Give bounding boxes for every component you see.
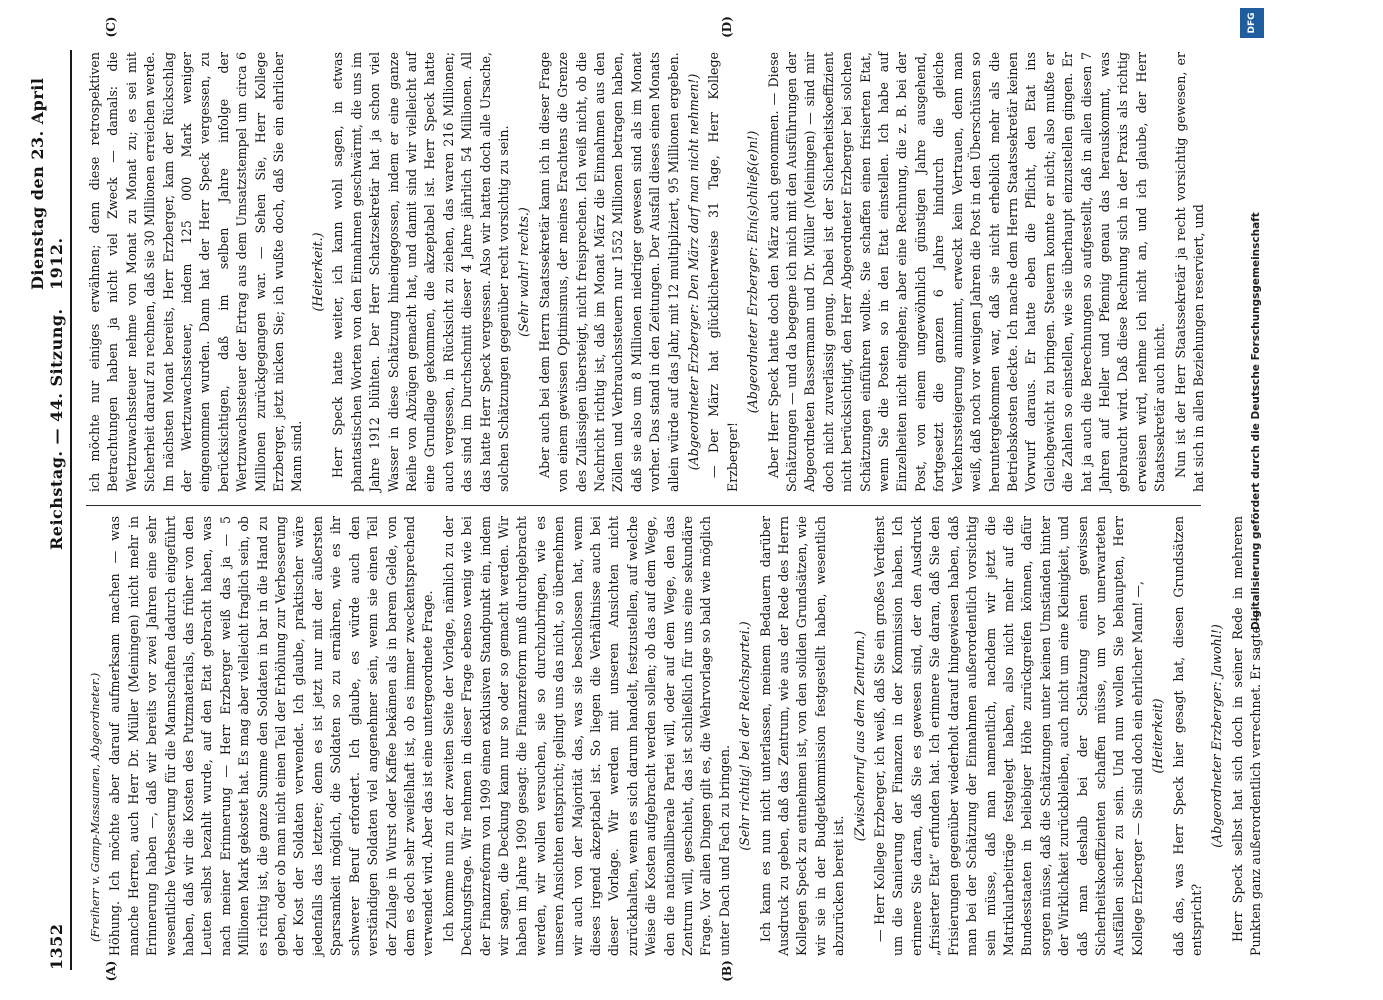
body-paragraph: Herr Speck selbst hat sich doch in seiner Rede in mehreren Punkten ganz außerordentlich verrechnet. Er sagte — xyxy=(1229,516,1264,956)
page-header xyxy=(28,50,72,970)
margin-mark-c: (C) xyxy=(104,16,118,38)
column-divider xyxy=(86,505,1201,506)
body-paragraph: Herr Speck hatte weiter, ich kann wohl sagen, in etwas phantastischen Worten von den Einnahmen geschwärmt, die uns im Jahre 1912 blühten. Der Herr Schatzsekretär hat ja schon viel Wasser in diese Schätzung hineingegossen, indem er eine ganze Reihe von Abzügen gemacht hat, und damit sind wir vielleicht auf eine Grundlage gekommen, die akzeptabel ist. Herr Speck hatte auch vergessen, in Rücksicht zu ziehen, das waren 216 Millionen; das sind im Durchschnitt dieser 4 Jahre jährlich 54 Millionen. All das hatte Herr Speck vergessen. Also wir hatten doch alle Ursache, solchen Schätzungen gegenüber recht vorsichtig zu sein. xyxy=(330,52,511,492)
dfg-logo-icon: DFG xyxy=(1240,8,1264,38)
left-text-column xyxy=(86,516,1264,956)
body-paragraph: ich möchte nur einiges erwähnen; denn diese retrospektiven Betrachtungen haben ja nicht viel Zweck — damals: die Wertzuwachssteuer nehme von Monat zu Monat zu; es sei mit Sicherheit darauf zu rechnen, daß sie 30 Millionen erreichen werde. Im nächsten Monat bereits, Herr Erzberger, kam der Rückschlag der Wertzuwachssteuer, indem 125 000 Mark weniger eingenommen wurden. Dann hat der Herr Speck vergessen, zu berücksichtigen, daß im selben Jahre infolge der Wertzuwachssteuer der Ertrag aus dem Umsatzstempel um circa 6 Millionen zurückgegangen war. — Sehen Sie, Herr Kollege Erzberger, jetzt nicken Sie; ich wußte doch, daß Sie ein ehrlicher Mann sind. xyxy=(87,52,305,492)
applause-note: (Sehr wahr! rechts.) xyxy=(516,207,532,337)
laughter-note: (Heiterkeit) xyxy=(1150,698,1166,774)
right-text-column xyxy=(86,52,1206,492)
body-paragraph: — Der März hat glücklicherweise 31 Tage, Herr Kollege Erzberger! xyxy=(706,52,740,492)
page-date: Dienstag den 23. April 1912. xyxy=(28,77,66,290)
interjection-note: (Abgeordneter Erzberger: Den März darf man nicht nehmen!) xyxy=(686,73,701,471)
margin-mark-b: (B) xyxy=(720,960,734,982)
body-paragraph: Höhung. Ich möchte aber darauf aufmerksam machen — was manche Herren, auch Herr Dr. Müller (Meiningen) nicht mehr in Erinnerung haben —, daß wir bereits vor zwei Jahren eine sehr wesentliche Verbesserung für die Mannschaften dadurch eingeführt haben, daß wir die Kosten des Putzmaterials, das früher von den Leuten selbst bezahlt wurde, auf den Etat gebracht haben, was nach meiner Erinnerung — Herr Erzberger weiß das ja — 5 Millionen Mark gekostet hat. Es mag aber vielleicht fraglich sein, ob es richtig ist, die ganze Summe den Soldaten in bar in die Hand zu geben, oder ob man nicht einen Teil der Erhöhung zur Verbesserung der Kost der Soldaten verwendet. Ich glaube, praktischer wäre jedenfalls das letztere; denn es ist jetzt nur mit der äußersten Sparsamkeit möglich, die Soldaten so zu ernähren, wie es ihr schwerer Beruf erfordert. Ich glaube, es würde auch den verständigen Soldaten viel angenehmer sein, wenn sie einen Teil der Zulage in Wurst oder Kaffee bekämen als in barem Gelde, von dem es doch sehr zweifelhaft ist, ob es immer zweckentsprechend verwendet wird. Aber das ist eine untergeordnete Frage. xyxy=(107,516,436,956)
body-paragraph: Nun ist der Herr Staatssekretär ja recht vorsichtig gewesen, er hat sich in allen Beziehungen reserviert, und xyxy=(1172,52,1206,492)
body-paragraph: Ich kann es nun nicht unterlassen, meinem Bedauern darüber Ausdruck zu geben, daß das Zentrum, wie aus der Rede des Herrn Kollegen Speck zu entnehmen ist, von den soliden Grundsätzen, wie wir sie in der Budgetkommission festgestellt haben, wesentlich abzurücken bereit ist. xyxy=(757,516,847,956)
body-paragraph: — Herr Kollege Erzberger, ich weiß, daß Sie ein großes Verdienst um die Sanierung der Finanzen in der Kommission haben. Ich erinnere Sie daran, daß Sie es gewesen sind, der den Ausdruck „frisierter Etat“ erfunden hat. Ich erinnere Sie daran, daß Sie den Frisierungen gegenüber wiederholt darauf hingewiesen haben, daß man bei der Schätzung der Einnahmen außerordentlich vorsichtig sein müsse, daß man namentlich, nachdem wir jetzt die Matrikularbeiträge festgelegt haben, also nicht mehr auf die Bundesstaaten in beliebiger Höhe zurückgreifen können, dafür sorgen müsse, daß die Schätzungen unter keinen Umständen hinter der Wirklichkeit zurückbleiben, auch nicht um eine Kleinigkeit, und daß man deshalb bei der Schätzung einen gewissen Sicherheitskoeffizienten schaffen müsse, um vor unerwarteten Ausfällen sicher zu sein. Und nun wollen Sie behaupten, Herr Kollege Erzberger — Sie sind doch ein ehrlicher Mann! —, xyxy=(872,516,1145,956)
interjection-note: (Zwischenruf aus dem Zentrum.) xyxy=(851,630,867,842)
body-paragraph: Aber Herr Speck hatte doch den März auch genommen. — Diese Schätzungen — und da begegne ich mich mit den Ausführungen der Abgeordneten Bassermann und Dr. Müller (Meiningen) — sind mir doch nicht zuverlässig genug. Dabei ist der Sicherheitskoeffizient nicht berücksichtigt, den Herr Abgeordneter Erzberger bei solchen Schätzungen einführen wollte. Sie schaffen einen frisierten Etat, wenn Sie die Posten so in den Etat einstellen. Ich habe auf Einzelheiten nicht eingehen; aber eine Rechnung, die z. B. bei der Post, von einem ungewöhnlich günstigen Jahre ausgehend, fortgesetzt die ganzen 6 Jahre hindurch die gleiche Verkehrssteigerung annimmt, erweckt kein Vertrauen, denn man weiß, daß noch vor wenigen Jahren die Post in den Überschüssen so heruntergekommen war, daß sie nicht erheblich mehr als die Betriebskosten deckte. Ich mache dem Herrn Staatssekretär keinen Vorwurf daraus. Er hatte eben die Pflicht, den Etat ins Gleichgewicht zu bringen. Steuern konnte er nicht; also mußte er die Zahlen so einstellen, wie sie überhaupt einzustellen gingen. Er hat ja auch die Berechnungen so aufgestellt, daß in allen diesen 7 Jahren auf Heller und Pfennig genau das herauskommt, was gebraucht wird. Daß diese Rechnung sich in der Praxis als richtig erweisen wird, nehme ich nicht an, und ich glaube, der Herr Staatssekretär auch nicht. xyxy=(765,52,1168,492)
page-number: 1352 xyxy=(47,923,66,970)
margin-mark-a: (A) xyxy=(104,960,118,982)
interjection-note: (Abgeordneter Erzberger: Ein(s)chließ(e)n!) xyxy=(745,130,761,414)
applause-note: (Sehr richtig! bei der Reichspartei.) xyxy=(737,621,753,851)
body-paragraph: Ich komme nun zu der zweiten Seite der Vorlage, nämlich zu der Deckungsfrage. Wir nehmen in dieser Frage ebenso wenig wie bei der Finanzreform von 1909 einen exklusiven Standpunkt ein, indem wir sagen, die Deckung kann nur so oder so gemacht werden. Wir haben im Jahre 1909 gesagt: die Finanzreform muß durchgebracht werden, wir wollen versuchen, sie so durchzubringen, wie es unseren Ansichten entspricht; gelingt uns das nicht, so übernehmen wir auch von der Majorität das, was sie beschlossen hat, wenn dieses irgend akzeptabel ist. So liegen die Verhältnisse auch bei dieser Vorlage. Wir werden mit unseren Ansichten nicht zurückhalten, wenn es sich darum handelt, festzustellen, auf welche Weise die Kosten aufgebracht werden sollen; ob das auf dem Wege, den die nationalliberale Partei will, oder auf dem Wege, den das Zentrum will, geschieht, das ist schließlich für uns eine sekundäre Frage. Vor allen Dingen gilt es, die Wehrvorlage so bald wie möglich unter Dach und Fach zu bringen. xyxy=(440,516,732,956)
speaker-tag: (Freiherr v. Gamp-Massaunen, Abgeordneter.) xyxy=(88,672,102,942)
digitization-credit: Digitalisierung gefördert durch die Deutsche Forschungsgemeinschaft xyxy=(1250,212,1262,630)
interjection-note: (Abgeordneter Erzberger: Jawohl!) xyxy=(1209,624,1225,848)
page-title: Reichstag. — 44. Sitzung. xyxy=(47,308,66,550)
body-paragraph: daß das, was Herr Speck hier gesagt hat, diesen Grundsätzen entspricht? xyxy=(1170,516,1204,956)
margin-mark-d: (D) xyxy=(720,16,734,38)
body-paragraph: Aber auch bei dem Herrn Staatssekretär kann ich in dieser Frage von einem gewissen Optimismus, der meines Erachtens die Grenze des Zulässigen übersteigt, nicht freisprechen. Ich weiß nicht, ob die Nachricht richtig ist, daß im Monat März die Einnahmen aus den Zöllen und Verbrauchssteuern nur 1552 Millionen betragen haben, daß sie also um 8 Millionen niedriger gewesen sind als im Monat vorher. Das stand in den Zeitungen. Der Ausfall dieses einen Monats allein würde auf das Jahr, mit 12 multipliziert, 95 Millionen ergeben. xyxy=(536,52,681,492)
laughter-note: (Heiterkeit.) xyxy=(309,232,325,312)
